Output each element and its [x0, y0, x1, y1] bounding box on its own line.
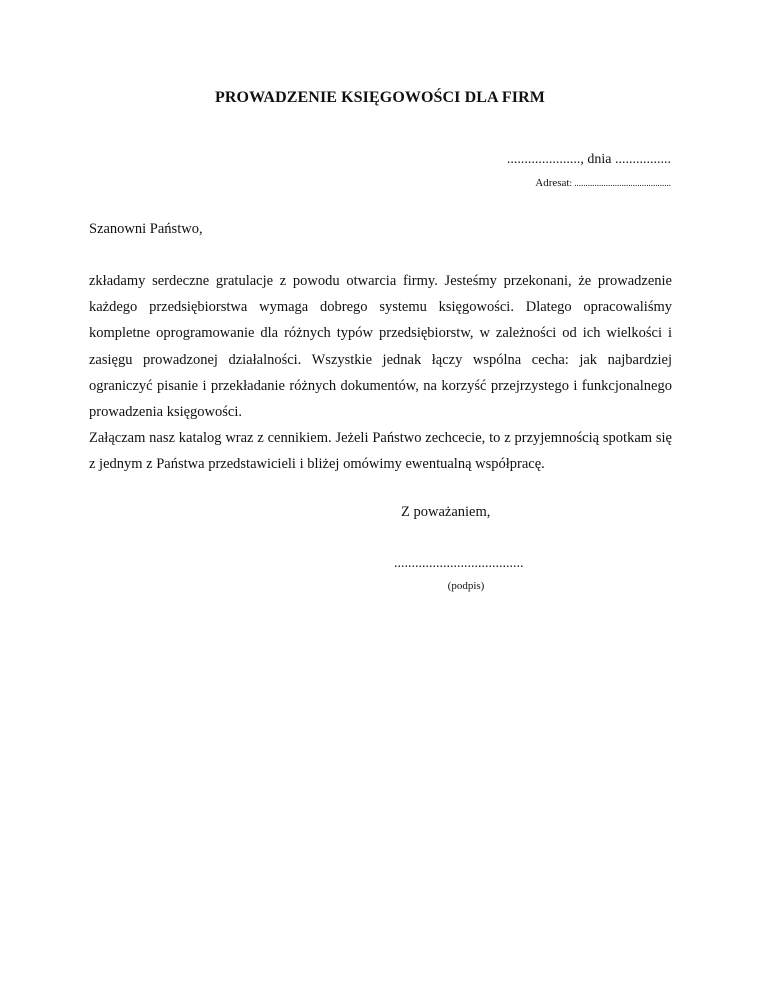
document-title: PROWADZENIE KSIĘGOWOŚCI DLA FIRM	[215, 89, 545, 106]
closing-phrase: Z poważaniem,	[401, 504, 491, 520]
body-paragraph-2: Załączam nasz katalog wraz z cennikiem. Jeżeli Państwo zechcecie, to z przyjemnością spotkam się z jednym z Państwa przedstawicieli i bliżej omówimy ewentualną współpracę.	[89, 430, 672, 473]
addressee-label: Adresat	[535, 177, 570, 189]
addressee-line	[535, 177, 671, 189]
body-paragraph-1: zkładamy serdeczne gratulacje z powodu otwarcia firmy. Jesteśmy przekonani, że prowadzenie każdego przedsiębiorstwa wymaga dobrego systemu księgowości. Dlatego opracowaliśmy kompletne oprogramowanie dla różnych typów przedsiębiorstw, w zależności od ich wielkości i zasięgu prowadzonej działalności. Wszystkie jednak łączy wspólna cecha: jak najbardziej ograniczyć pisanie i przekładanie różnych dokumentów, na korzyść przejrzystego i funkcjonalnego prowadzenia księgowości.	[89, 273, 672, 421]
signature-line: .....................................	[394, 556, 524, 571]
letter-body	[89, 268, 672, 478]
signature-caption: (podpis)	[447, 580, 485, 592]
salutation: Szanowni Państwo,	[89, 221, 203, 237]
place-date-line: ....................., dnia ................	[506, 152, 671, 167]
addressee-value: : ...........................................	[569, 178, 671, 188]
